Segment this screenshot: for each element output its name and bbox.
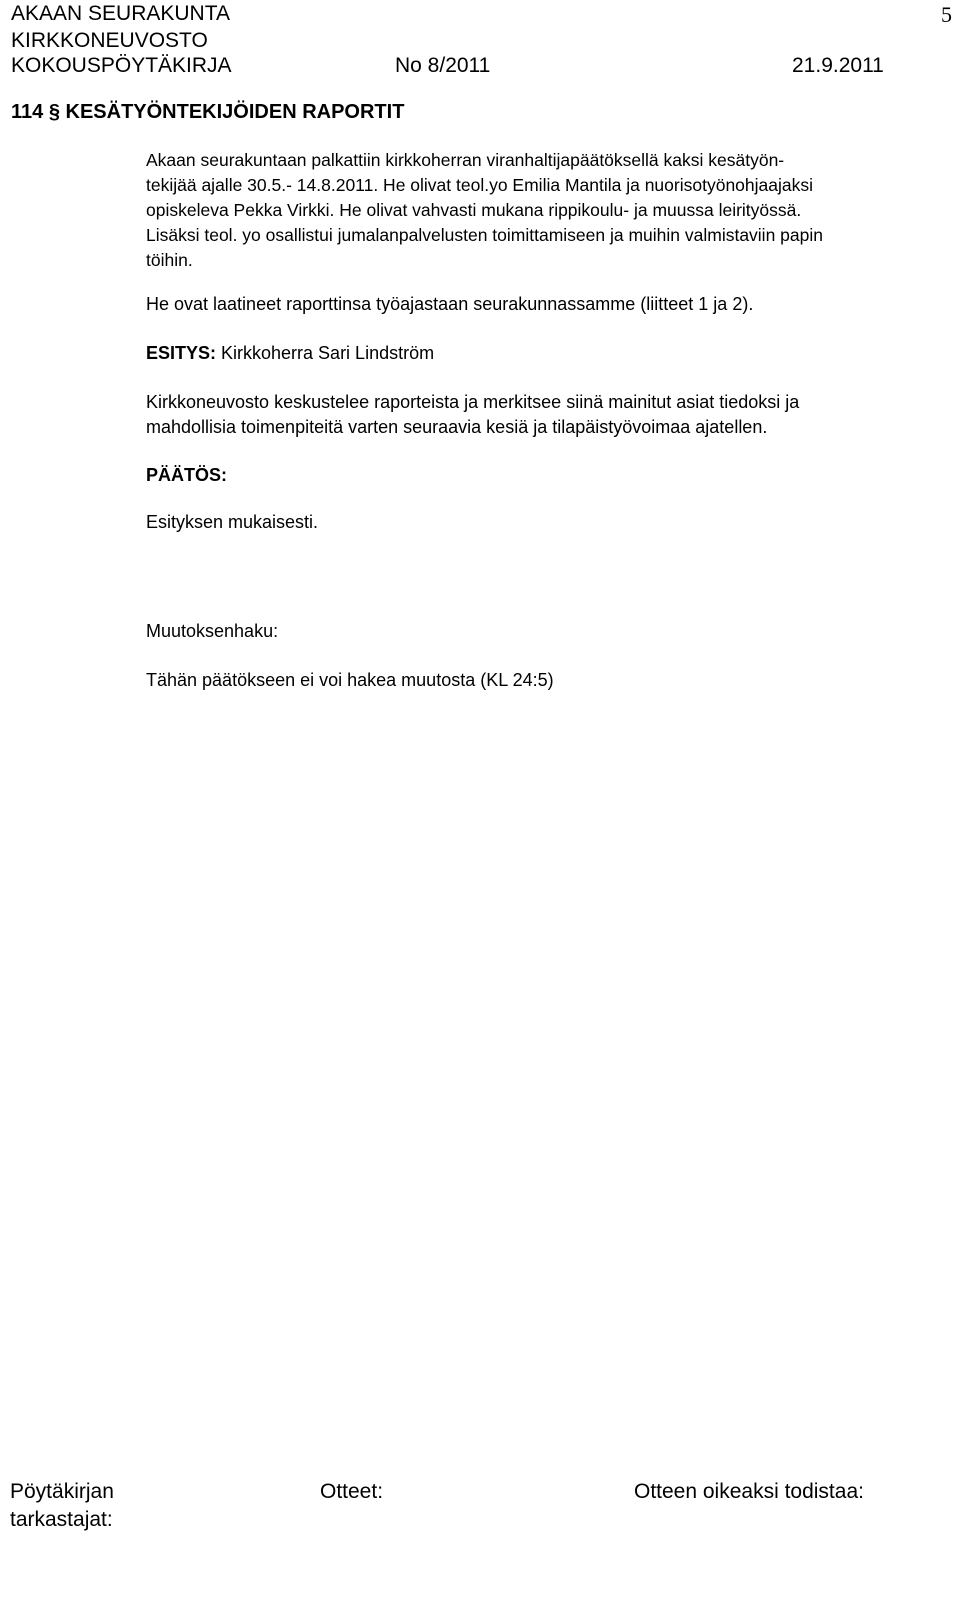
decision-label: PÄÄTÖS: <box>146 465 227 485</box>
appeal-text: Tähän päätökseen ei voi hakea muutosta (KL 24:5) <box>146 670 554 690</box>
paragraph-line: Akaan seurakuntaan palkattiin kirkkoherran viranhaltijapäätöksellä kaksi kesätyön- <box>146 150 785 170</box>
footer-inspectors <box>10 1478 114 1534</box>
proposal-label: ESITYS: <box>146 343 217 363</box>
paragraph-line: mahdollisia toimenpiteitä varten seuraavia kesiä ja tilapäistyövoimaa ajatellen. <box>146 417 768 437</box>
paragraph-line: tekijää ajalle 30.5.- 14.8.2011. He olivat teol.yo Emilia Mantila ja nuorisotyönohjaajaksi <box>146 175 813 195</box>
paragraph-line: opiskeleva Pekka Virkki. He olivat vahvasti mukana rippikoulu- ja muussa leirityössä. <box>146 200 802 220</box>
proposal-line <box>146 341 946 366</box>
header-org: AKAAN SEURAKUNTA <box>11 2 230 25</box>
page-number: 5 <box>941 2 952 27</box>
paragraph-line: Lisäksi teol. yo osallistui jumalanpalvelusten toimittamiseen ja muihin valmistaviin papin <box>146 225 823 245</box>
paragraph-proposal <box>146 390 946 440</box>
footer-inspectors-line1: Pöytäkirjan <box>10 1480 114 1503</box>
footer-certification: Otteen oikeaksi todistaa: <box>634 1480 864 1503</box>
paragraph-line: töihin. <box>146 250 193 270</box>
paragraph-line: Kirkkoneuvosto keskustelee raporteista ja merkitsee siinä mainitut asiat tiedoksi ja <box>146 392 800 412</box>
header-doc-number: No 8/2011 <box>395 54 491 77</box>
header-date: 21.9.2011 <box>792 54 884 77</box>
paragraph-background <box>146 148 946 273</box>
proposal-text: Kirkkoherra Sari Lindström <box>216 343 435 363</box>
decision-text: Esityksen mukaisesti. <box>146 512 319 532</box>
footer-inspectors-line2: tarkastajat: <box>10 1508 113 1531</box>
header-board: KIRKKONEUVOSTO <box>11 29 208 52</box>
paragraph-reports <box>146 292 946 317</box>
footer-extracts: Otteet: <box>320 1480 384 1503</box>
paragraph-line: He ovat laatineet raporttinsa työajastaan seurakunnassamme (liitteet 1 ja 2). <box>146 294 754 314</box>
appeal-label: Muutoksenhaku: <box>146 621 279 641</box>
section-title: 114 § KESÄTYÖNTEKIJÖIDEN RAPORTIT <box>11 101 405 123</box>
header-doc-type: KOKOUSPÖYTÄKIRJA <box>11 54 232 77</box>
